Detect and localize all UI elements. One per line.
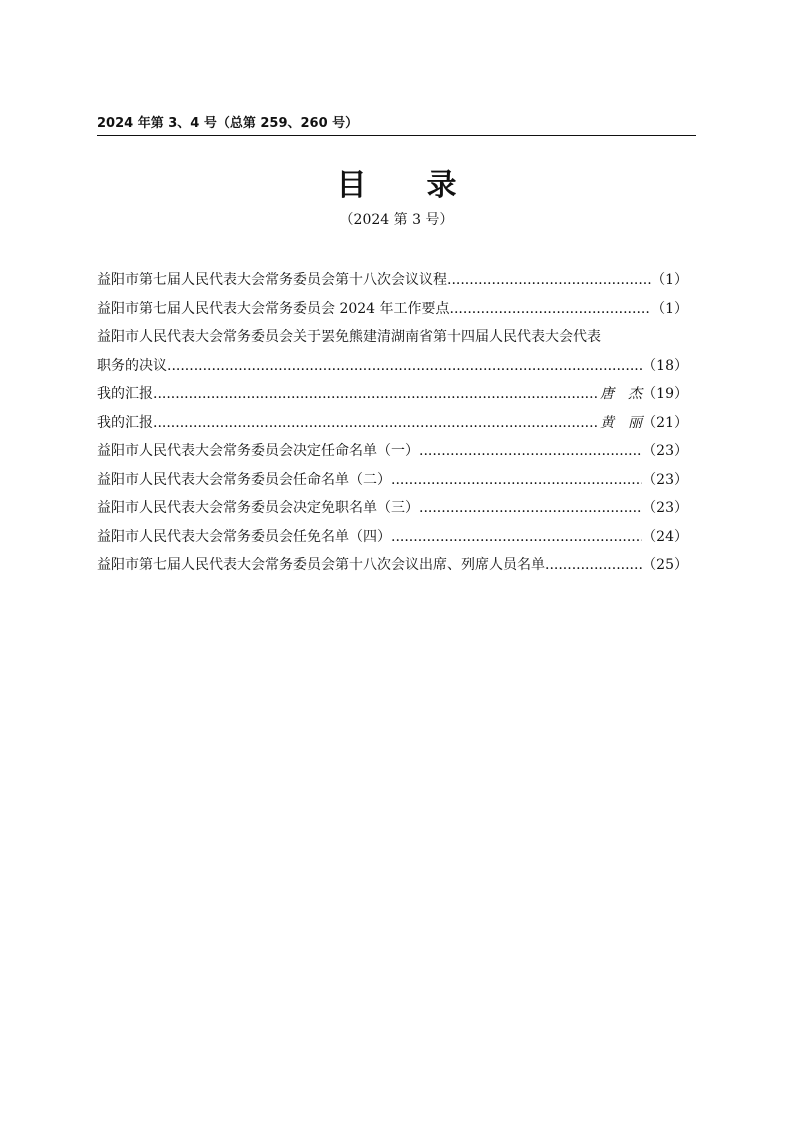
toc-entry[interactable] bbox=[97, 295, 688, 324]
toc-entry-author: 唐 杰 bbox=[600, 386, 643, 402]
toc-entry-title: 益阳市第七届人民代表大会常务委员会第十八次会议出席、列席人员名单 bbox=[97, 557, 545, 573]
toc-entry-title: 益阳市人民代表大会常务委员会任命名单（二） bbox=[97, 471, 391, 488]
toc-entry[interactable] bbox=[97, 437, 688, 466]
toc-leader-dots bbox=[391, 466, 642, 495]
toc-leader-dots bbox=[153, 409, 598, 438]
toc-entry-title: 益阳市人民代表大会常务委员会决定任命名单（一） bbox=[97, 443, 419, 459]
toc-entry-title: 益阳市第七届人民代表大会常务委员会第十八次会议议程 bbox=[97, 272, 447, 288]
toc-list bbox=[97, 266, 688, 580]
toc-leader-dots bbox=[419, 494, 642, 523]
toc-entry-page: （1） bbox=[651, 272, 688, 288]
toc-leader-dots bbox=[167, 352, 642, 381]
toc-entry[interactable] bbox=[97, 380, 688, 409]
toc-leader-dots bbox=[545, 551, 642, 580]
toc-subtitle: （2024 第 3 号） bbox=[339, 212, 454, 228]
toc-entry-title: 我的汇报 bbox=[97, 386, 153, 402]
toc-leader-dots bbox=[450, 295, 652, 324]
toc-entry[interactable] bbox=[97, 266, 688, 295]
toc-entry-title: 职务的决议 bbox=[97, 357, 167, 374]
toc-entry-title: 益阳市第七届人民代表大会常务委员会 2024 年工作要点 bbox=[97, 300, 450, 317]
toc-entry-page: （19） bbox=[642, 386, 688, 402]
toc-leader-dots bbox=[391, 523, 642, 552]
toc-entry[interactable] bbox=[97, 551, 688, 580]
toc-entry[interactable] bbox=[97, 523, 688, 552]
toc-entry[interactable] bbox=[97, 466, 688, 495]
toc-entry-page: （25） bbox=[642, 557, 688, 573]
toc-entry-page: （24） bbox=[642, 528, 688, 545]
toc-entry-title: 我的汇报 bbox=[97, 414, 153, 431]
toc-entry[interactable] bbox=[97, 494, 688, 523]
toc-entry-page: （23） bbox=[642, 500, 688, 516]
toc-leader-dots bbox=[447, 266, 651, 295]
toc-entry-title: 益阳市人民代表大会常务委员会任免名单（四） bbox=[97, 528, 391, 545]
toc-title: 目 录 bbox=[336, 168, 457, 203]
toc-entry-page: （23） bbox=[642, 471, 688, 488]
toc-entry-author: 黄 丽 bbox=[600, 414, 643, 431]
toc-entry[interactable] bbox=[97, 409, 688, 438]
toc-entry-page: （21） bbox=[642, 414, 688, 431]
toc-entry-title: 益阳市人民代表大会常务委员会决定免职名单（三） bbox=[97, 500, 419, 516]
toc-leader-dots bbox=[153, 380, 598, 409]
toc-entry-title-line1: 益阳市人民代表大会常务委员会关于罢免熊建清湖南省第十四届人民代表大会代表 bbox=[97, 329, 601, 345]
toc-leader-dots bbox=[419, 437, 642, 466]
toc-entry-page: （18） bbox=[642, 357, 688, 374]
toc-entry-page: （1） bbox=[651, 300, 688, 317]
issue-header: 2024 年第 3、4 号（总第 259、260 号） bbox=[97, 113, 696, 136]
toc-entry-page: （23） bbox=[642, 443, 688, 459]
toc-entry[interactable] bbox=[97, 323, 688, 380]
